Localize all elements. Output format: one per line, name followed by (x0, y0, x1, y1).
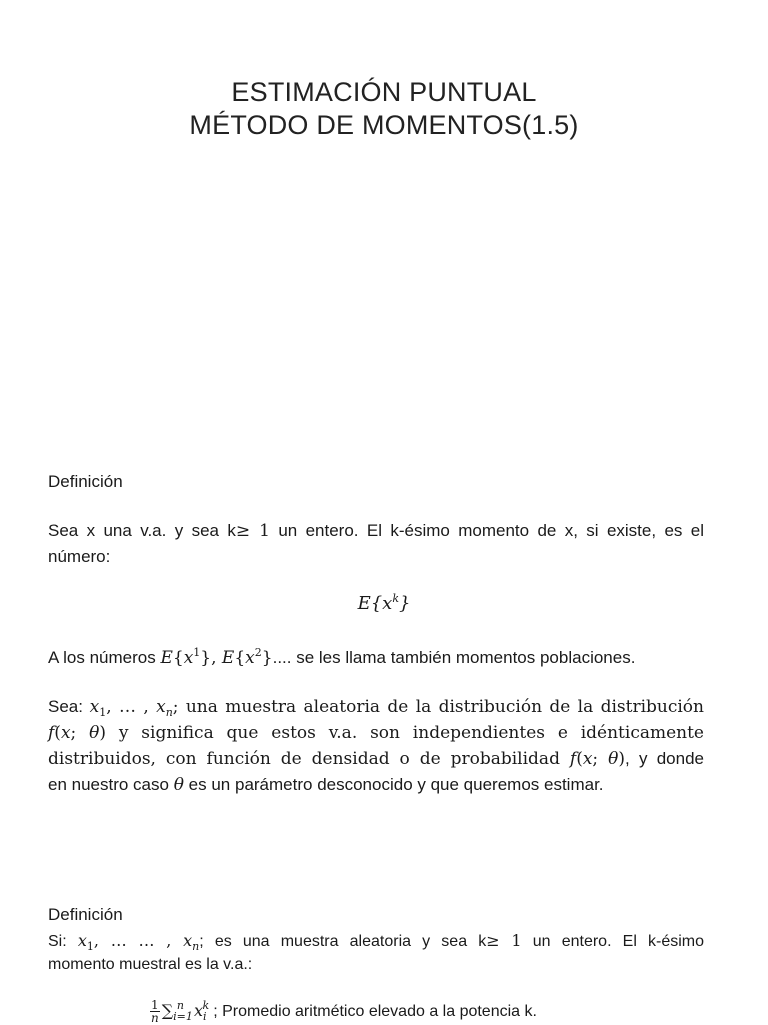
population-moments-paragraph: A los números $E\{x^1\}$, $E\{x^2\}$.... se les llama también momentos poblaciones. (48, 646, 636, 668)
definition-heading-1: Definición (48, 472, 123, 491)
random-sample-paragraph: Sea: $x_1$, … , $x_n$; una muestra aleatoria de la distribución de la distribución f(x; θ) y significa que estos v.a. son independientes e idénticamente distribuidos, con función de densidad o de probabilidad f(x; θ), y donde en nuestro caso θ es un parámetro desconocido y que queremos estimar. (48, 697, 704, 795)
fraction-one-over-n: $\frac{1}{n}$ (151, 998, 159, 1025)
moment-definition-paragraph: Sea x una v.a. y sea k≥ 1 un entero. El k-ésimo momento de x, si existe, es el número: (48, 521, 704, 566)
title-line-2: MÉTODO DE MOMENTOS(1.5) (189, 110, 579, 140)
sample-moment-definition: Si: $x_1$, … … , $x_n$; es una muestra aleatoria y sea k≥ 1 un entero. El k-ésimo momento muestral es la v.a.: (48, 931, 705, 973)
page-title (0, 76, 768, 142)
title-line-1: ESTIMACIÓN PUNTUAL (231, 77, 537, 107)
moment-equation: $E\{x^k\}$ (357, 592, 411, 614)
sample-moment-formula: $\frac{1}{n}$ $\sum_{i=1}^n$ $x_i^k$ ; Promedio aritmético elevado a la potencia k. (151, 998, 537, 1025)
definition-heading-2: Definición (48, 905, 123, 924)
